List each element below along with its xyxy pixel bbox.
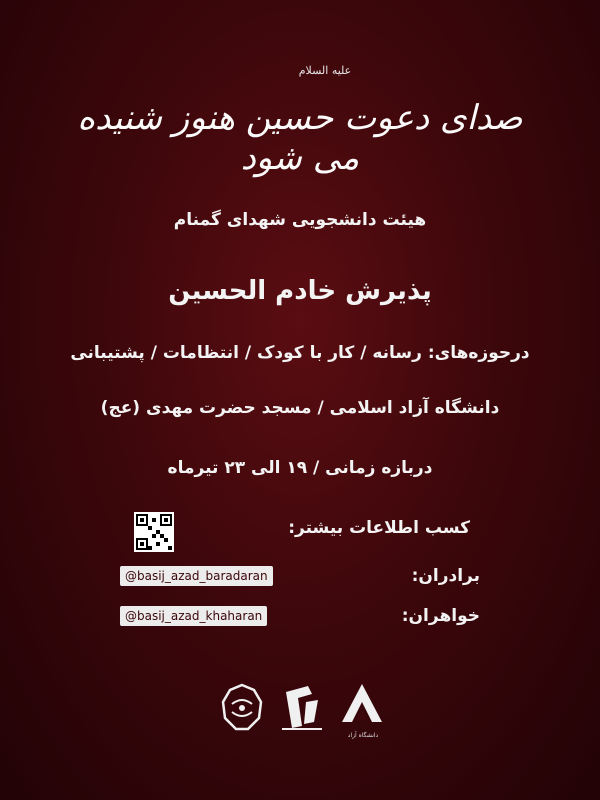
honorific-text: علیه السلام [298, 64, 352, 77]
basij-logo-icon [278, 682, 326, 734]
logo-caption: دانشگاه آزاد [347, 732, 379, 739]
more-info-row [130, 512, 470, 552]
qr-code-icon[interactable] [134, 512, 174, 552]
poster-title: صدای دعوت حسین هنوز شنیده می شود [77, 98, 523, 178]
date-line: دربازه زمانی / ۱۹ الی ۲۳ تیرماه [167, 458, 433, 478]
logo-row [0, 682, 600, 742]
brothers-handle[interactable]: @basij_azad_baradaran [120, 566, 273, 586]
more-info-label: کسب اطلاعات بیشتر: [288, 518, 470, 538]
fields-line: درحوزه‌های: رسانه / کار با کودک / انتظامات / پشتیبانی [70, 343, 530, 363]
martyrs-emblem-icon [218, 682, 266, 734]
headline: پذیرش خادم الحسین [168, 276, 432, 306]
location-line: دانشگاه آزاد اسلامی / مسجد حضرت مهدی (عج) [100, 398, 500, 418]
azad-university-logo-icon [338, 682, 386, 734]
organization-name: هیئت دانشجویی شهدای گمنام [173, 210, 427, 230]
brothers-label: برادران: [411, 566, 480, 586]
sisters-handle[interactable]: @basij_azad_khaharan [120, 606, 267, 626]
sisters-label: خواهران: [401, 606, 480, 626]
sisters-contact [120, 604, 480, 632]
brothers-contact [120, 564, 480, 592]
